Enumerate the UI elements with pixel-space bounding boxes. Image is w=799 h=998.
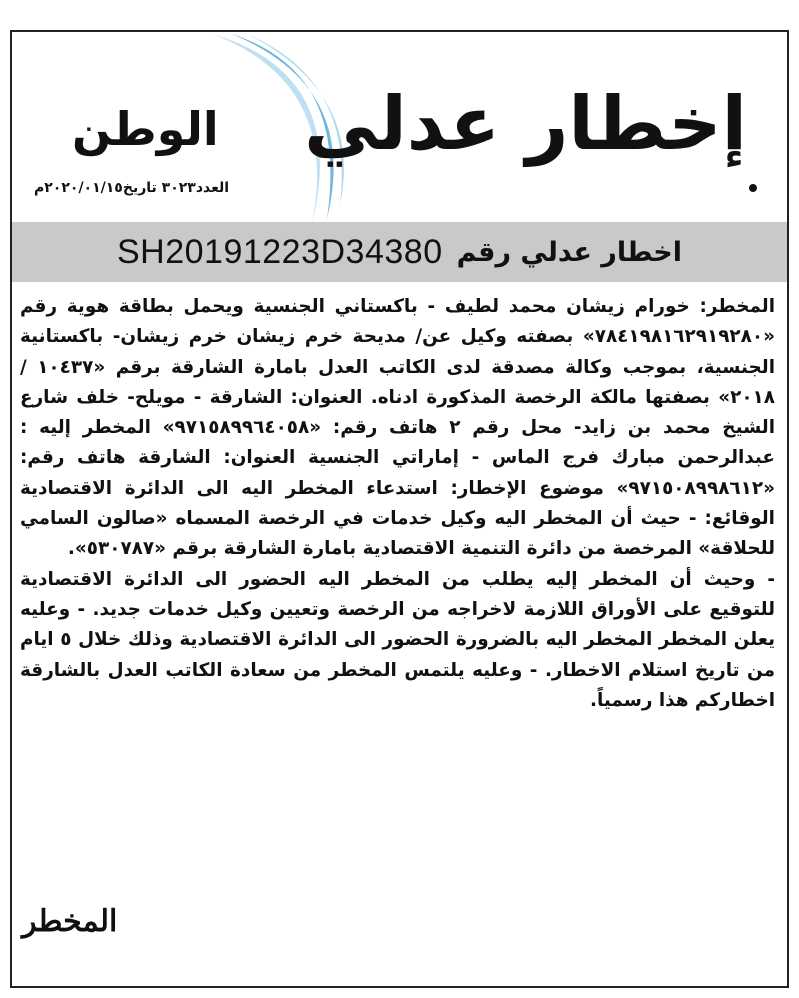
notice-frame (10, 30, 789, 988)
signature-label: المخطر (22, 904, 118, 939)
reference-band (12, 222, 787, 282)
newspaper-logo: الوطن (72, 102, 219, 156)
reference-number: SH20191223D34380 (117, 232, 443, 271)
reference-label: اخطار عدلي رقم (456, 236, 682, 268)
issue-number-date: العدد٣٠٢٣ تاريخ٢٠٢٠/٠١/١٥م (34, 180, 230, 196)
notice-body (20, 292, 775, 716)
title-dot (749, 184, 757, 192)
body-paragraph: - وحيث أن المخطر إليه يطلب من المخطر اليه الحضور الى الدائرة الاقتصادية للتوقيع على الأوراق اللازمة لاخراجه من الرخصة وتعيين وكيل خدمات جديد. - وعليه يعلن المخطر المخطر اليه بالضرورة الحضور الى الدائرة الاقتصادية وذلك خلال ٥ ايام من تاريخ استلام الاخطار. - وعليه يلتمس المخطر من سعادة الكاتب العدل بالشارقة اخطاركم هذا رسمياً. (20, 568, 775, 711)
notice-title: إخطار عدلي (304, 81, 747, 167)
body-paragraph: المخطر: خورام زيشان محمد لطيف - باكستاني الجنسية ويحمل بطاقة هوية رقم «٧٨٤١٩٨١٦٢٩١٩٢٨٠» بصفته وكيل عن/ مديحة خرم زيشان خرم زيشان- باكستانية الجنسية، بموجب وكالة مصدقة لدى الكاتب العدل بامارة الشارقة برقم «١٠٤٣٧ / ٢٠١٨» بصفتها مالكة الرخصة المذكورة ادناه. العنوان: الشارقة - مويلح- خلف شارع الشيخ محمد بن زايد- محل رقم ٢ هاتف رقم: «٩٧١٥٨٩٩٦٤٠٥٨» المخطر إليه : عبدالرحمن مبارك فرج الماس - إماراتي الجنسية العنوان: الشارقة هاتف رقم: «٩٧١٥٠٨٩٩٨٦١٢» موضوع الإخطار: استدعاء المخطر اليه الى الدائرة الاقتصادية الوقائع: - حيث أن المخطر اليه وكيل خدمات في الرخصة المسماه «صالون السامي للحلاقة» المرخصة من دائرة التنمية الاقتصادية بامارة الشارقة برقم «٥٣٠٧٨٧». (20, 296, 775, 560)
